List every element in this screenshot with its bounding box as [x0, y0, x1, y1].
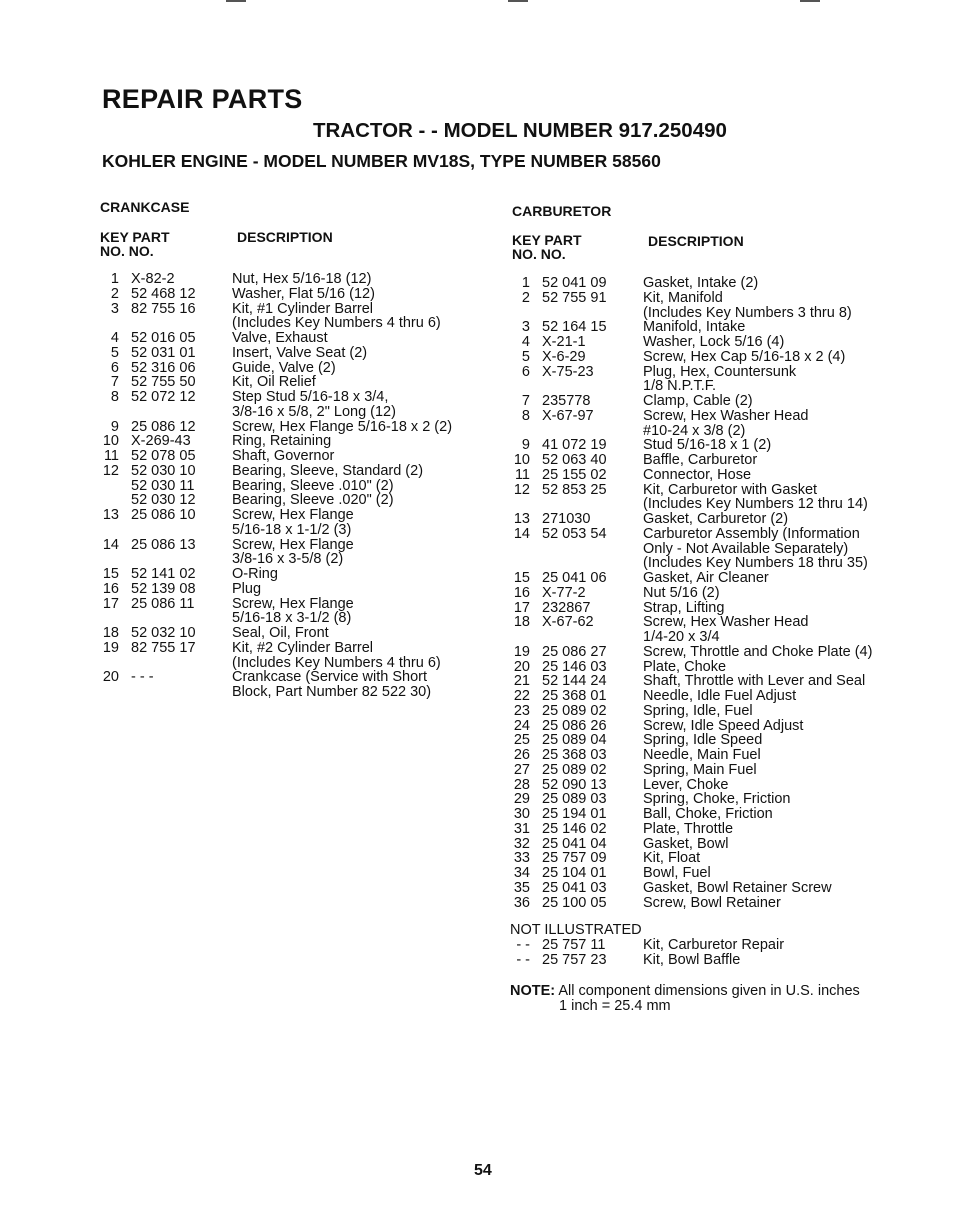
list-item — [508, 807, 898, 822]
key-number: 35 — [513, 879, 530, 896]
key-number: 4 — [110, 330, 119, 346]
key-number: 22 — [513, 688, 530, 704]
part-description: Shaft, Governor — [232, 448, 335, 464]
part-description: Seal, Oil, Front — [232, 625, 329, 641]
part-description: Screw, Idle Speed Adjust — [643, 717, 804, 734]
part-description: Kit, Oil Relief — [232, 374, 316, 391]
key-number: 5 — [521, 348, 530, 365]
part-description: Nut, Hex 5/16-18 (12) — [232, 271, 372, 287]
part-number: 25 194 01 — [542, 806, 607, 822]
list-item — [508, 497, 898, 512]
key-number: 11 — [103, 448, 119, 464]
key-number: 8 — [110, 389, 119, 405]
part-number: X-77-2 — [542, 584, 586, 601]
part-description: (Includes Key Numbers 3 thru 8) — [643, 304, 852, 321]
part-description: Bearing, Sleeve .010" (2) — [232, 477, 394, 494]
list-item — [97, 361, 457, 376]
part-description: 3/8-16 x 5/8, 2" Long (12) — [232, 403, 396, 420]
part-description: 3/8-16 x 3-5/8 (2) — [232, 551, 344, 568]
list-item — [97, 552, 457, 567]
list-item — [97, 302, 457, 317]
list-item — [508, 866, 898, 881]
key-number: 16 — [513, 584, 530, 601]
list-item — [97, 611, 457, 626]
list-item — [508, 379, 898, 394]
part-description: Needle, Idle Fuel Adjust — [643, 688, 797, 704]
part-number: 25 089 02 — [542, 761, 607, 778]
part-number: 25 100 05 — [542, 894, 607, 911]
section-heading: CARBURETOR — [512, 203, 612, 219]
list-item — [508, 792, 898, 807]
model-title: TRACTOR - - MODEL NUMBER 917.250490 — [313, 119, 727, 142]
key-number: 14 — [513, 525, 530, 542]
part-description: Stud 5/16-18 x 1 (2) — [643, 437, 772, 454]
part-number: 25 146 03 — [542, 658, 607, 675]
list-item — [97, 331, 457, 346]
part-description: Screw, Hex Washer Head — [643, 614, 809, 631]
key-number: 10 — [513, 452, 530, 468]
list-item — [97, 582, 457, 597]
list-item — [97, 420, 457, 435]
list-item — [508, 881, 898, 896]
part-number: 25 368 01 — [542, 688, 607, 704]
list-item — [97, 316, 457, 331]
list-item — [508, 276, 898, 291]
key-number: 24 — [513, 717, 530, 734]
note-line2: 1 inch = 25.4 mm — [559, 998, 671, 1014]
part-number: 25 086 12 — [131, 418, 196, 435]
part-description: Clamp, Cable (2) — [643, 393, 753, 409]
key-number: 2 — [110, 285, 119, 302]
part-description: Kit, #2 Cylinder Barrel — [232, 639, 374, 656]
key-number: 25 — [513, 732, 530, 749]
list-item — [508, 291, 898, 306]
part-description: Shaft, Throttle with Lever and Seal — [643, 673, 866, 690]
column-header-line1: KEY PART — [100, 229, 170, 245]
part-number: 52 030 10 — [131, 462, 196, 479]
list-item — [508, 320, 898, 335]
part-description: Screw, Throttle and Choke Plate (4) — [643, 643, 873, 660]
key-number: 31 — [513, 820, 530, 837]
key-number: 18 — [102, 625, 119, 641]
part-number: X-6-29 — [542, 348, 586, 365]
list-item — [508, 719, 898, 734]
part-description: Kit, Manifold — [643, 289, 723, 306]
list-item — [508, 689, 898, 704]
part-description: 5/16-18 x 1-1/2 (3) — [232, 521, 352, 538]
list-item — [97, 508, 457, 523]
part-description: Nut 5/16 (2) — [643, 584, 720, 601]
part-description: Bearing, Sleeve, Standard (2) — [232, 462, 424, 479]
part-number: 25 086 26 — [542, 717, 607, 734]
list-item — [508, 704, 898, 719]
note-label: NOTE: — [510, 983, 556, 999]
part-description: Ring, Retaining — [232, 433, 332, 450]
key-number: 30 — [513, 806, 530, 822]
part-number: 25 086 10 — [131, 507, 196, 523]
key-number: 4 — [521, 334, 530, 350]
part-description: Kit, Bowl Baffle — [643, 951, 741, 968]
key-number: 17 — [513, 599, 530, 616]
part-description: Insert, Valve Seat (2) — [232, 344, 368, 361]
list-item — [508, 453, 898, 468]
part-number: 52 141 02 — [131, 566, 196, 582]
column-header-key-part — [512, 233, 582, 261]
engine-title: KOHLER ENGINE - MODEL NUMBER MV18S, TYPE NUMBER 58560 — [102, 151, 661, 171]
part-number: 235778 — [542, 393, 591, 409]
list-item — [508, 660, 898, 675]
list-item — [508, 733, 898, 748]
part-number: 25 155 02 — [542, 466, 607, 483]
part-number: 25 104 01 — [542, 865, 607, 881]
list-item — [97, 434, 457, 449]
part-description: Block, Part Number 82 522 30) — [232, 684, 432, 700]
key-number: 13 — [513, 511, 530, 527]
column-header-description: DESCRIPTION — [237, 229, 333, 245]
key-number: - - — [516, 951, 530, 968]
list-item — [97, 272, 457, 287]
part-description: (Includes Key Numbers 18 thru 35) — [643, 555, 868, 572]
part-description: Baffle, Carburetor — [643, 452, 758, 468]
list-item — [97, 405, 457, 420]
list-item — [508, 468, 898, 483]
part-description: Gasket, Intake (2) — [643, 275, 759, 291]
key-number: 28 — [513, 776, 530, 793]
section-heading: CRANKCASE — [100, 199, 190, 215]
part-description: Manifold, Intake — [643, 319, 746, 336]
part-number: 41 072 19 — [542, 437, 607, 454]
part-description: Kit, #1 Cylinder Barrel — [232, 300, 374, 317]
part-description: O-Ring — [232, 566, 278, 582]
key-number: 32 — [513, 835, 530, 852]
column-header-line1: KEY PART — [512, 232, 582, 248]
list-item — [97, 390, 457, 405]
key-number: 14 — [102, 536, 119, 553]
part-description: Plate, Throttle — [643, 820, 734, 837]
list-item — [97, 670, 457, 685]
key-number: 36 — [513, 894, 530, 911]
part-description: Gasket, Carburetor (2) — [643, 511, 789, 527]
key-number: - - — [516, 937, 530, 953]
part-description: Screw, Hex Flange 5/16-18 x 2 (2) — [232, 418, 453, 435]
key-number: 10 — [102, 433, 119, 450]
part-description: Kit, Float — [643, 850, 701, 867]
list-item — [508, 394, 898, 409]
part-description: Gasket, Air Cleaner — [643, 570, 769, 586]
key-number: 3 — [521, 319, 530, 336]
list-item — [97, 641, 457, 656]
list-item — [508, 409, 898, 424]
part-description: Connector, Hose — [643, 466, 752, 483]
list-item — [508, 571, 898, 586]
list-item — [508, 938, 898, 953]
list-item — [97, 346, 457, 361]
list-item — [508, 837, 898, 852]
part-description: Screw, Bowl Retainer — [643, 894, 781, 911]
list-item — [97, 538, 457, 553]
list-item — [508, 586, 898, 601]
carburetor-section — [512, 203, 611, 219]
part-number: 52 755 50 — [131, 374, 196, 391]
part-description: Screw, Hex Flange — [232, 595, 354, 612]
part-description: Screw, Hex Flange — [232, 507, 354, 523]
list-item — [97, 375, 457, 390]
list-item — [508, 953, 898, 968]
list-item — [97, 449, 457, 464]
key-number: 11 — [514, 466, 530, 483]
part-number: 52 053 54 — [542, 525, 607, 542]
part-description: Strap, Lifting — [643, 599, 725, 616]
part-number: 52 078 05 — [131, 448, 196, 464]
list-item — [508, 615, 898, 630]
key-number: 1 — [110, 271, 119, 287]
key-number: 27 — [513, 761, 530, 778]
part-description: Spring, Choke, Friction — [643, 791, 791, 808]
part-number: 52 316 06 — [131, 359, 196, 376]
key-number: 21 — [513, 673, 530, 690]
part-description: Kit, Carburetor Repair — [643, 937, 785, 953]
part-number: 52 139 08 — [131, 580, 196, 597]
key-number: 18 — [513, 614, 530, 631]
part-number: 25 041 03 — [542, 879, 607, 896]
key-number: 6 — [110, 359, 119, 376]
part-description: Plug, Hex, Countersunk — [643, 363, 797, 380]
part-description: (Includes Key Numbers 12 thru 14) — [643, 496, 868, 513]
list-item — [97, 464, 457, 479]
key-number: 29 — [513, 791, 530, 808]
list-item — [97, 567, 457, 582]
part-number: 52 030 11 — [131, 477, 195, 494]
key-number: 2 — [521, 289, 530, 306]
part-description: Spring, Idle Speed — [643, 732, 763, 749]
list-item — [97, 479, 457, 494]
list-item — [97, 626, 457, 641]
key-number: 9 — [110, 418, 119, 435]
not-illustrated-list — [508, 938, 898, 968]
part-number: 82 755 16 — [131, 300, 196, 317]
key-number: 20 — [513, 658, 530, 675]
part-number: 25 757 11 — [542, 937, 606, 953]
part-number: 271030 — [542, 511, 591, 527]
key-number: 34 — [513, 865, 530, 881]
list-item — [508, 748, 898, 763]
list-item — [508, 335, 898, 350]
column-header-line2: NO. NO. — [512, 246, 566, 262]
part-description: 5/16-18 x 3-1/2 (8) — [232, 610, 352, 627]
list-item — [97, 656, 457, 671]
part-number: 25 086 11 — [131, 595, 195, 612]
key-number: 33 — [513, 850, 530, 867]
key-number: 16 — [102, 580, 119, 597]
list-item — [508, 674, 898, 689]
key-number: 12 — [513, 481, 530, 498]
list-item — [508, 630, 898, 645]
part-description: Ball, Choke, Friction — [643, 806, 773, 822]
key-number: 17 — [102, 595, 119, 612]
part-number: 52 164 15 — [542, 319, 607, 336]
crankcase-parts-list — [97, 272, 457, 700]
key-number: 5 — [110, 344, 119, 361]
page-title: REPAIR PARTS — [102, 84, 303, 114]
part-number: X-21-1 — [542, 334, 586, 350]
part-number: 25 757 09 — [542, 850, 607, 867]
part-number: 52 031 01 — [131, 344, 196, 361]
list-item — [508, 512, 898, 527]
part-number: 25 089 04 — [542, 732, 607, 749]
part-description: Screw, Hex Washer Head — [643, 407, 809, 424]
not-illustrated-label: NOT ILLUSTRATED — [510, 922, 642, 938]
note-line1: All component dimensions given in U.S. inches — [558, 983, 860, 999]
note — [510, 983, 860, 999]
part-description: Screw, Hex Flange — [232, 536, 354, 553]
part-description: Lever, Choke — [643, 776, 729, 793]
part-description: Gasket, Bowl — [643, 835, 729, 852]
part-number: 25 041 06 — [542, 570, 607, 586]
part-number: 52 030 12 — [131, 492, 196, 509]
part-description: Spring, Idle, Fuel — [643, 702, 753, 719]
list-item — [508, 542, 898, 557]
key-number: 19 — [513, 643, 530, 660]
page-number: 54 — [474, 1162, 492, 1179]
key-number: 20 — [102, 669, 119, 686]
part-description: Valve, Exhaust — [232, 330, 328, 346]
list-item — [508, 350, 898, 365]
list-item — [508, 365, 898, 380]
key-number: 12 — [102, 462, 119, 479]
column-header-line2: NO. NO. — [100, 243, 154, 259]
list-item — [508, 556, 898, 571]
part-number: 52 468 12 — [131, 285, 196, 302]
part-number: X-82-2 — [131, 271, 175, 287]
part-description: (Includes Key Numbers 4 thru 6) — [232, 315, 441, 332]
part-description: (Includes Key Numbers 4 thru 6) — [232, 654, 441, 671]
key-number: 7 — [110, 374, 119, 391]
list-item — [97, 287, 457, 302]
key-number: 9 — [521, 437, 530, 454]
scan-mark — [508, 0, 528, 2]
list-item — [508, 483, 898, 498]
part-description: Crankcase (Service with Short — [232, 669, 428, 686]
part-description: Spring, Main Fuel — [643, 761, 757, 778]
list-item — [508, 438, 898, 453]
crankcase-section — [100, 199, 189, 215]
list-item — [508, 763, 898, 778]
part-number: 52 853 25 — [542, 481, 607, 498]
part-number: 52 755 91 — [542, 289, 607, 306]
part-number: - - - — [131, 669, 154, 686]
key-number: 6 — [521, 363, 530, 380]
list-item — [508, 601, 898, 616]
key-number: 19 — [102, 639, 119, 656]
part-number: 52 072 12 — [131, 389, 196, 405]
key-number: 13 — [102, 507, 119, 523]
part-description: Only - Not Available Separately) — [643, 540, 849, 557]
part-number: 52 041 09 — [542, 275, 607, 291]
part-number: X-67-62 — [542, 614, 594, 631]
part-description: Needle, Main Fuel — [643, 747, 761, 763]
part-number: 52 016 05 — [131, 330, 196, 346]
list-item — [97, 597, 457, 612]
part-number: 25 089 02 — [542, 702, 607, 719]
part-description: 1/4-20 x 3/4 — [643, 629, 720, 645]
list-item — [508, 822, 898, 837]
list-item — [508, 851, 898, 866]
part-number: 25 146 02 — [542, 820, 607, 837]
part-number: 82 755 17 — [131, 639, 196, 656]
part-description: Plate, Choke — [643, 658, 727, 675]
list-item — [97, 685, 457, 700]
part-number: 25 368 03 — [542, 747, 607, 763]
part-number: 52 063 40 — [542, 452, 607, 468]
key-number: 3 — [110, 300, 119, 317]
part-description: Step Stud 5/16-18 x 3/4, — [232, 389, 389, 405]
part-description: Gasket, Bowl Retainer Screw — [643, 879, 832, 896]
part-number: 52 032 10 — [131, 625, 196, 641]
part-description: Washer, Flat 5/16 (12) — [232, 285, 375, 302]
part-number: 25 086 27 — [542, 643, 607, 660]
part-number: 25 086 13 — [131, 536, 196, 553]
column-header-description: DESCRIPTION — [648, 233, 744, 249]
list-item — [508, 896, 898, 911]
part-number: X-269-43 — [131, 433, 191, 450]
list-item — [508, 527, 898, 542]
scan-mark — [800, 0, 820, 2]
key-number: 15 — [102, 566, 119, 582]
scan-mark — [226, 0, 246, 2]
part-number: X-67-97 — [542, 407, 594, 424]
list-item — [97, 493, 457, 508]
key-number: 26 — [513, 747, 530, 763]
part-description: Bearing, Sleeve .020" (2) — [232, 492, 394, 509]
part-number: 25 757 23 — [542, 951, 607, 968]
column-header-key-part — [100, 230, 170, 258]
key-number: 7 — [521, 393, 530, 409]
key-number: 23 — [513, 702, 530, 719]
part-description: Guide, Valve (2) — [232, 359, 336, 376]
key-number: 1 — [521, 275, 530, 291]
part-description: Washer, Lock 5/16 (4) — [643, 334, 785, 350]
list-item — [508, 306, 898, 321]
part-description: Bowl, Fuel — [643, 865, 711, 881]
part-description: Screw, Hex Cap 5/16-18 x 2 (4) — [643, 348, 846, 365]
part-description: Plug — [232, 580, 262, 597]
list-item — [97, 523, 457, 538]
part-description: 1/8 N.P.T.F. — [643, 378, 717, 395]
part-description: Kit, Carburetor with Gasket — [643, 481, 818, 498]
list-item — [508, 645, 898, 660]
part-number: 25 041 04 — [542, 835, 607, 852]
part-number: 25 089 03 — [542, 791, 607, 808]
part-number: 232867 — [542, 599, 591, 616]
key-number: 15 — [513, 570, 530, 586]
part-description: Carburetor Assembly (Information — [643, 525, 860, 542]
list-item — [508, 778, 898, 793]
part-number: X-75-23 — [542, 363, 594, 380]
carburetor-parts-list — [508, 276, 898, 910]
list-item — [508, 424, 898, 439]
part-description: #10-24 x 3/8 (2) — [643, 422, 746, 439]
part-number: 52 090 13 — [542, 776, 607, 793]
part-number: 52 144 24 — [542, 673, 607, 690]
key-number: 8 — [521, 407, 530, 424]
